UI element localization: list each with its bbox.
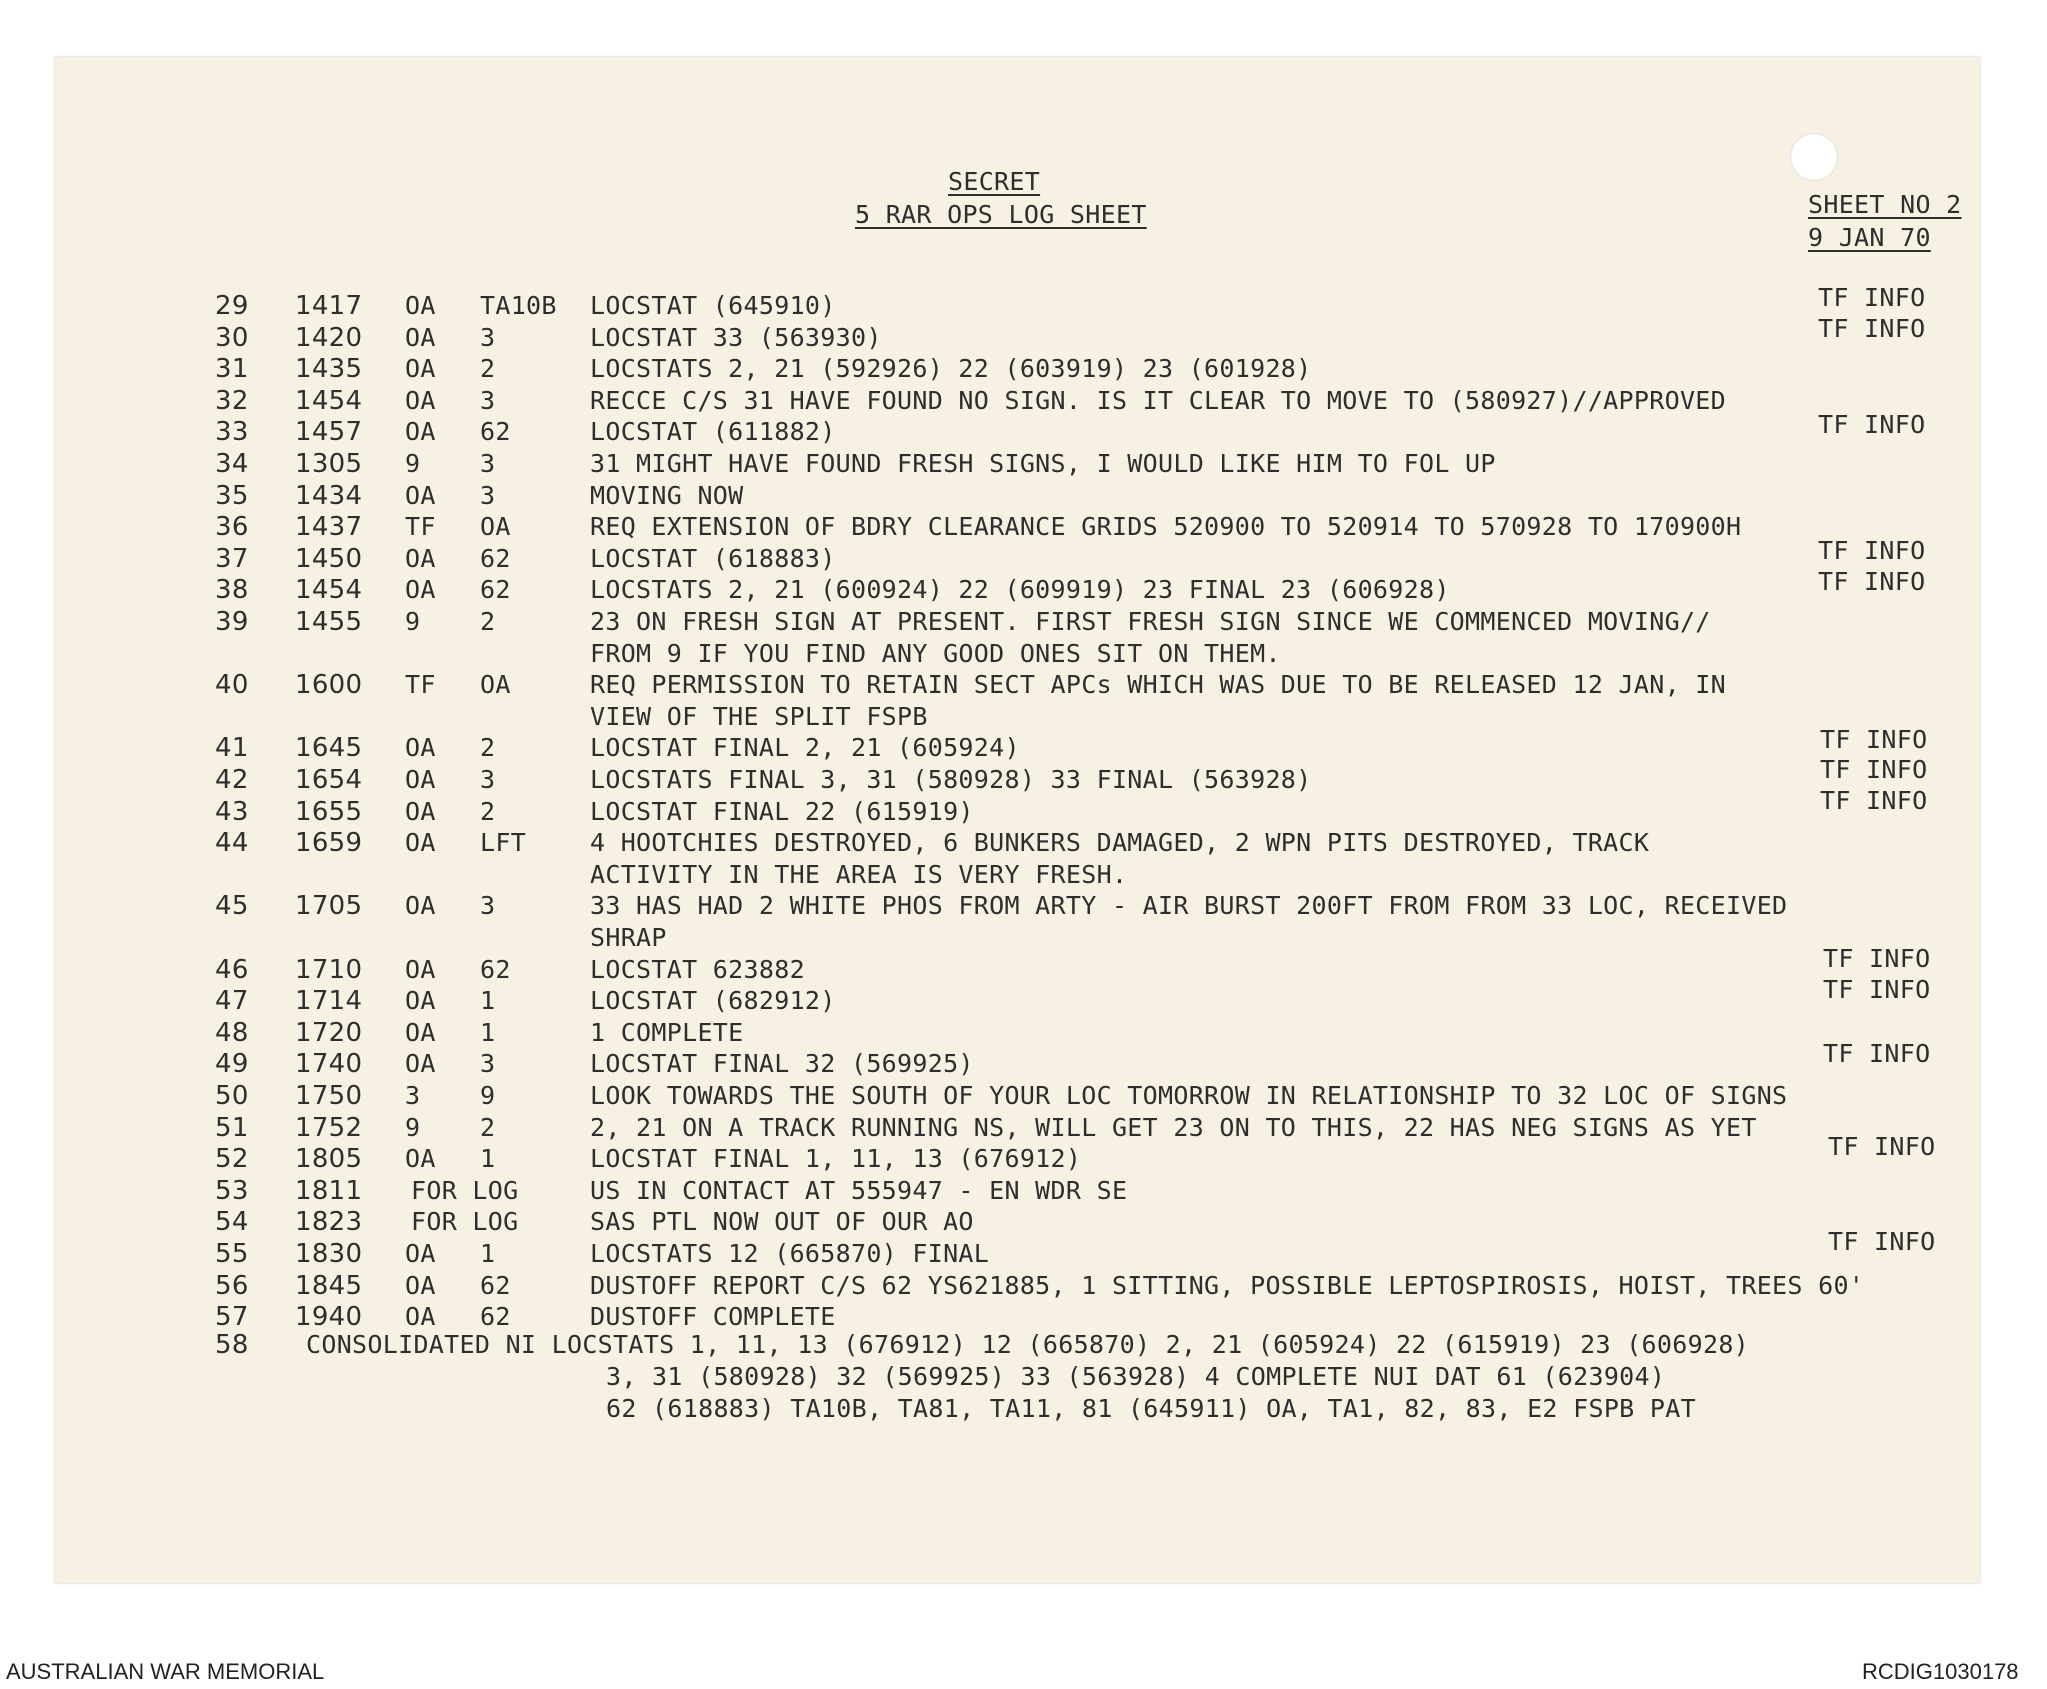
time-of-origin: 1823: [295, 1207, 363, 1238]
entry-text: LOCSTAT FINAL 22 (615919): [590, 796, 974, 826]
serial-number: 55: [215, 1239, 249, 1269]
from-station: OA: [405, 1017, 436, 1047]
from-station: OA: [405, 354, 436, 384]
from-station: OA: [405, 575, 436, 605]
from-station: OA: [405, 986, 436, 1016]
time-of-origin: 1752: [295, 1112, 363, 1143]
log-entry-33: [55, 417, 1980, 449]
log-entry-47: [55, 986, 1980, 1018]
entry-text: VIEW OF THE SPLIT FSPB: [590, 701, 928, 731]
time-of-origin: 1750: [295, 1081, 363, 1111]
from-station: OA: [405, 322, 436, 352]
action-mark: TF INFO: [1828, 1132, 1936, 1161]
to-station: 1: [480, 1144, 496, 1174]
from-station: OA: [405, 796, 436, 826]
serial-number: 33: [215, 417, 249, 448]
time-of-origin: 1455: [295, 607, 363, 637]
entry-text: LOCSTAT (682912): [590, 986, 836, 1016]
entry-text: 23 ON FRESH SIGN AT PRESENT. FIRST FRESH SIGN SINCE WE COMMENCED MOVING//: [590, 607, 1711, 636]
time-of-origin: 1434: [295, 480, 363, 511]
log-entry-51: [55, 1113, 1980, 1145]
to-station: 62: [480, 575, 511, 605]
action-mark: TF INFO: [1818, 314, 1926, 343]
serial-number: 34: [215, 449, 249, 479]
from-station: 9: [405, 607, 421, 636]
entry-text: FROM 9 IF YOU FIND ANY GOOD ONES SIT ON THEM.: [590, 638, 1281, 668]
entry-text: LOCSTATS 2, 21 (600924) 22 (609919) 23 FINAL 23 (606928): [590, 575, 1450, 605]
to-station: 3: [480, 449, 496, 478]
time-of-origin: 1654: [295, 765, 363, 795]
log-entry-58: [55, 1330, 1980, 1362]
log-entry-38: [55, 575, 1980, 607]
to-station: 2: [480, 1112, 496, 1142]
time-of-origin: 1805: [295, 1144, 363, 1175]
time-of-origin: 1710: [295, 954, 363, 985]
log-sheet-paper: [55, 57, 1980, 1583]
log-entry-29: [55, 291, 1980, 323]
from-station: OA: [405, 1049, 436, 1079]
time-of-origin: 1659: [295, 828, 363, 859]
log-entry-53: [55, 1176, 1980, 1208]
from-station: OA: [405, 765, 436, 794]
serial-number: 29: [215, 291, 249, 321]
entry-text: 1 COMPLETE: [590, 1017, 744, 1047]
action-mark: TF INFO: [1820, 786, 1928, 815]
to-station: LFT: [480, 828, 527, 858]
from-station: OA: [405, 417, 436, 447]
action-mark: TF INFO: [1823, 1039, 1931, 1068]
log-entry-40: [55, 670, 1980, 702]
serial-number: 41: [215, 733, 249, 764]
entry-text: LOCSTATS 12 (665870) FINAL: [590, 1239, 990, 1268]
footer-record-id: RCDIG1030178: [1862, 1659, 2019, 1684]
log-entry-continuation: [55, 702, 1980, 734]
entry-text: LOCSTAT (645910): [590, 291, 836, 320]
time-of-origin: 1420: [295, 322, 363, 353]
action-mark: TF INFO: [1818, 567, 1926, 596]
serial-number: 36: [215, 512, 249, 543]
serial-number: 37: [215, 543, 249, 574]
entry-text: DUSTOFF COMPLETE: [590, 1302, 836, 1332]
sheet-number: SHEET NO 2: [1808, 190, 1962, 219]
time-of-origin: 1645: [295, 733, 363, 764]
entry-text: 62 (618883) TA10B, TA81, TA11, 81 (645911) OA, TA1, 82, 83, E2 FSPB PAT: [606, 1394, 1696, 1423]
serial-number: 51: [215, 1112, 249, 1143]
entry-text: 3, 31 (580928) 32 (569925) 33 (563928) 4 COMPLETE NUI DAT 61 (623904): [606, 1362, 1666, 1391]
entry-text: 2, 21 ON A TRACK RUNNING NS, WILL GET 23 ON TO THIS, 22 HAS NEG SIGNS AS YET: [590, 1112, 1757, 1142]
entry-text: ACTIVITY IN THE AREA IS VERY FRESH.: [590, 859, 1128, 889]
entry-text: CONSOLIDATED NI LOCSTATS 1, 11, 13 (676912) 12 (665870) 2, 21 (605924) 22 (615919) 23 (606928): [306, 1330, 1750, 1359]
serial-number: 50: [215, 1081, 249, 1111]
entry-text: LOCSTAT (618883): [590, 543, 836, 573]
log-entry-52: [55, 1144, 1980, 1176]
time-of-origin: 1305: [295, 449, 363, 479]
time-of-origin: 1811: [295, 1175, 363, 1206]
from-station: OA: [405, 480, 436, 510]
entry-text: LOOK TOWARDS THE SOUTH OF YOUR LOC TOMORROW IN RELATIONSHIP TO 32 LOC OF SIGNS: [590, 1081, 1788, 1110]
log-entry-46: [55, 955, 1980, 987]
serial-number: 38: [215, 575, 249, 606]
to-station: 62: [480, 954, 511, 984]
to-station: 2: [480, 796, 496, 826]
to-station: 2: [480, 354, 496, 384]
to-station: 1: [480, 1017, 496, 1047]
from-station: 9: [405, 1112, 421, 1142]
action-mark: TF INFO: [1818, 410, 1926, 439]
serial-number: 43: [215, 796, 249, 827]
serial-number: 49: [215, 1049, 249, 1080]
time-of-origin: 1720: [295, 1017, 363, 1048]
entry-text: LOCSTATS 2, 21 (592926) 22 (603919) 23 (601928): [590, 354, 1312, 384]
to-station: 3: [480, 322, 496, 352]
to-station: 1: [480, 1239, 496, 1268]
time-of-origin: 1845: [295, 1270, 363, 1301]
entry-text: LOCSTAT 623882: [590, 954, 805, 984]
log-entry-continuation: [55, 923, 1980, 955]
entry-text: SHRAP: [590, 923, 667, 952]
serial-number: 44: [215, 828, 249, 859]
serial-number: 39: [215, 607, 249, 637]
time-of-origin: 1830: [295, 1239, 363, 1269]
from-station: OA: [405, 543, 436, 573]
from-station: OA: [405, 891, 436, 921]
from-station: TF: [405, 670, 436, 700]
time-of-origin: 1740: [295, 1049, 363, 1080]
to-station: TA10B: [480, 291, 557, 320]
entry-text: LOCSTAT (611882): [590, 417, 836, 447]
entry-text: REQ PERMISSION TO RETAIN SECT APCs WHICH WAS DUE TO BE RELEASED 12 JAN, IN: [590, 670, 1726, 700]
entry-text: SAS PTL NOW OUT OF OUR AO: [590, 1207, 974, 1237]
time-of-origin: 1655: [295, 796, 363, 827]
to-station: 3: [480, 765, 496, 794]
action-mark: TF INFO: [1823, 944, 1931, 973]
punch-hole: [1790, 133, 1838, 181]
entry-text: LOCSTAT 33 (563930): [590, 322, 882, 352]
log-entry-35: [55, 481, 1980, 513]
time-of-origin: 1435: [295, 354, 363, 385]
log-entry-34: [55, 449, 1980, 481]
entry-text: 4 HOOTCHIES DESTROYED, 6 BUNKERS DAMAGED, 2 WPN PITS DESTROYED, TRACK: [590, 828, 1650, 858]
log-entry-43: [55, 797, 1980, 829]
serial-number: 35: [215, 480, 249, 511]
log-entry-37: [55, 544, 1980, 576]
serial-number: 46: [215, 954, 249, 985]
time-of-origin: 1450: [295, 543, 363, 574]
from-station: TF: [405, 512, 436, 542]
to-station: OA: [480, 670, 511, 700]
log-entry-49: [55, 1049, 1980, 1081]
time-of-origin: 1437: [295, 512, 363, 543]
to-station: 1: [480, 986, 496, 1016]
serial-number: 52: [215, 1144, 249, 1175]
to-station: 62: [480, 543, 511, 573]
serial-number: 31: [215, 354, 249, 385]
from-station: OA: [405, 1144, 436, 1174]
sheet-title: 5 RAR OPS LOG SHEET: [855, 200, 1147, 229]
log-entry-continuation: [55, 860, 1980, 892]
from-station: 9: [405, 449, 421, 478]
time-of-origin: 1454: [295, 385, 363, 416]
entry-text: US IN CONTACT AT 555947 - EN WDR SE: [590, 1175, 1128, 1205]
time-of-origin: 1705: [295, 891, 363, 922]
to-station: 62: [480, 1302, 511, 1332]
action-mark: TF INFO: [1820, 725, 1928, 754]
to-station: 2: [480, 607, 496, 636]
serial-number: 40: [215, 670, 249, 701]
action-mark: TF INFO: [1818, 283, 1926, 312]
log-entry-45: [55, 891, 1980, 923]
log-entry-31: [55, 354, 1980, 386]
entry-text: DUSTOFF REPORT C/S 62 YS621885, 1 SITTING, POSSIBLE LEPTOSPIROSIS, HOIST, TREES 60': [590, 1270, 1865, 1300]
log-entry-36: [55, 512, 1980, 544]
serial-number: 56: [215, 1270, 249, 1301]
entry-text: MOVING NOW: [590, 480, 744, 510]
time-of-origin: 1457: [295, 417, 363, 448]
log-entry-48: [55, 1018, 1980, 1050]
action-mark: TF INFO: [1818, 536, 1926, 565]
serial-number: 58: [215, 1330, 249, 1360]
from-station: OA: [405, 733, 436, 763]
to-station: 62: [480, 417, 511, 447]
serial-number: 48: [215, 1017, 249, 1048]
to-station: 3: [480, 385, 496, 415]
log-entry-continuation: [55, 639, 1980, 671]
serial-number: 30: [215, 322, 249, 353]
serial-number: 47: [215, 986, 249, 1017]
log-entry-50: [55, 1081, 1980, 1113]
from-station: OA: [405, 1239, 436, 1268]
sheet-date: 9 JAN 70: [1808, 223, 1931, 252]
from-station: 3: [405, 1081, 421, 1110]
from-station: OA: [405, 385, 436, 415]
serial-number: 45: [215, 891, 249, 922]
entry-text: 33 HAS HAD 2 WHITE PHOS FROM ARTY - AIR BURST 200FT FROM FROM 33 LOC, RECEIVED: [590, 891, 1788, 921]
action-mark: TF INFO: [1823, 975, 1931, 1004]
serial-number: 57: [215, 1302, 249, 1333]
action-mark: TF INFO: [1828, 1227, 1936, 1256]
log-entry-58-cont-1: [55, 1362, 1980, 1394]
to-station: OA: [480, 512, 511, 542]
entry-text: 31 MIGHT HAVE FOUND FRESH SIGNS, I WOULD LIKE HIM TO FOL UP: [590, 449, 1496, 478]
from-station: OA: [405, 828, 436, 858]
log-entry-55: [55, 1239, 1980, 1271]
footer-archive-name: AUSTRALIAN WAR MEMORIAL: [6, 1659, 325, 1684]
time-of-origin: 1454: [295, 575, 363, 606]
from-station: OA: [405, 291, 436, 320]
log-entry-39: [55, 607, 1980, 639]
to-station: 3: [480, 1049, 496, 1079]
log-entry-56: [55, 1271, 1980, 1303]
serial-number: 54: [215, 1207, 249, 1238]
from-to-station: FOR LOG: [411, 1207, 519, 1237]
log-entry-32: [55, 386, 1980, 418]
serial-number: 42: [215, 765, 249, 795]
log-entry-41: [55, 733, 1980, 765]
entry-text: REQ EXTENSION OF BDRY CLEARANCE GRIDS 520900 TO 520914 TO 570928 TO 170900H: [590, 512, 1742, 542]
log-entry-54: [55, 1207, 1980, 1239]
entry-text: LOCSTAT FINAL 2, 21 (605924): [590, 733, 1020, 763]
to-station: 2: [480, 733, 496, 763]
log-entry-44: [55, 828, 1980, 860]
to-station: 3: [480, 891, 496, 921]
to-station: 9: [480, 1081, 496, 1110]
classification-heading: SECRET: [948, 167, 1041, 196]
time-of-origin: 1417: [295, 291, 363, 321]
log-entry-30: [55, 323, 1980, 355]
action-mark: TF INFO: [1820, 755, 1928, 784]
time-of-origin: 1940: [295, 1302, 363, 1333]
entry-text: LOCSTAT FINAL 32 (569925): [590, 1049, 974, 1079]
to-station: 3: [480, 480, 496, 510]
from-station: OA: [405, 954, 436, 984]
time-of-origin: 1600: [295, 670, 363, 701]
entry-text: RECCE C/S 31 HAVE FOUND NO SIGN. IS IT CLEAR TO MOVE TO (580927)//APPROVED: [590, 385, 1726, 415]
to-station: 62: [480, 1270, 511, 1300]
entry-text: LOCSTATS FINAL 3, 31 (580928) 33 FINAL (563928): [590, 765, 1312, 794]
from-to-station: FOR LOG: [411, 1175, 519, 1205]
entry-text: LOCSTAT FINAL 1, 11, 13 (676912): [590, 1144, 1082, 1174]
serial-number: 32: [215, 385, 249, 416]
from-station: OA: [405, 1302, 436, 1332]
log-entry-58-cont-2: [55, 1394, 1980, 1426]
serial-number: 53: [215, 1175, 249, 1206]
log-entry-42: [55, 765, 1980, 797]
from-station: OA: [405, 1270, 436, 1300]
time-of-origin: 1714: [295, 986, 363, 1017]
